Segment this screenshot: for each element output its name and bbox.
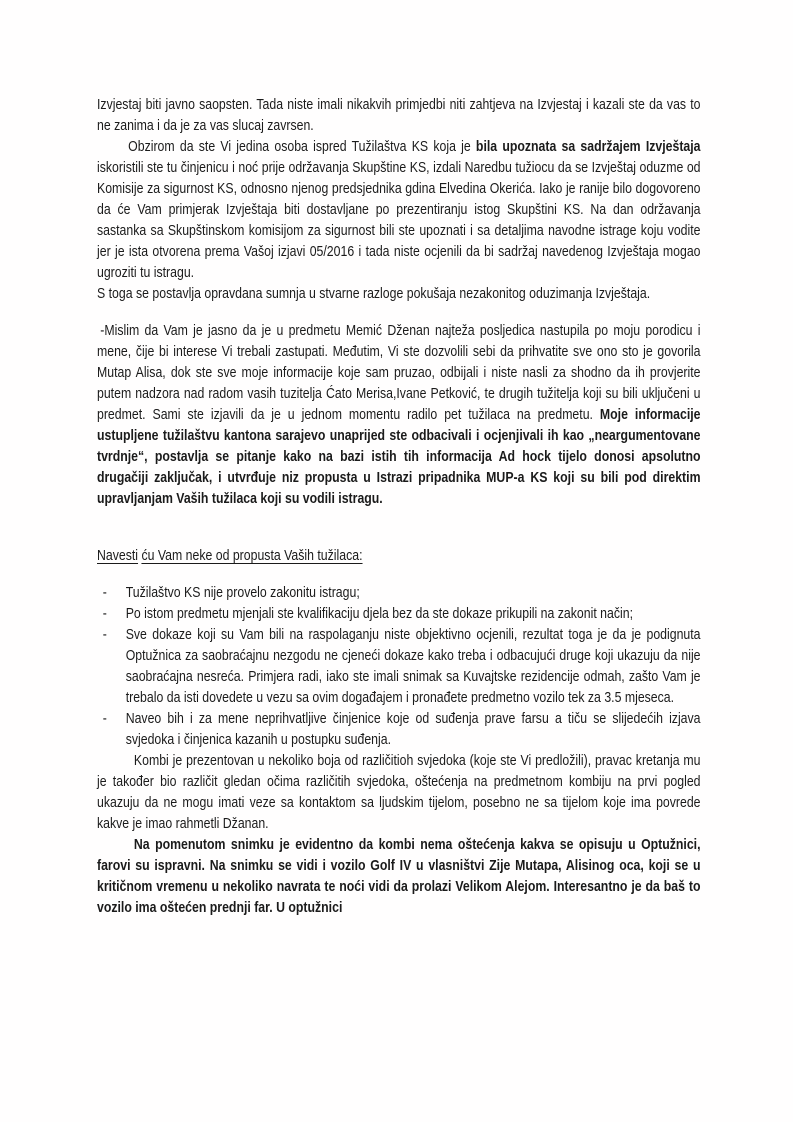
paragraph-mislim <box>97 320 701 509</box>
paragraph-izvjestaj-saopsten: Izvjestaj biti javno saopsten. Tada niste imali nikakvih primjedbi niti zahtjeva na Izvjestaj i kazali ste da vas to ne zanima i da je za vas slucaj zavrsen. <box>97 96 701 134</box>
list-item <box>97 624 701 708</box>
underlined-heading-rest: ću Vam neke od propusta Vaših tužilaca: <box>141 547 363 564</box>
bullet-marker: - <box>102 605 107 622</box>
paragraph-sumnja: S toga se postavlja opravdana sumnja u stvarne razloge pokušaja nezakonitog oduzimanja Izvještaja. <box>97 285 651 302</box>
paragraph-snimak-bold: Na pomenutom snimku je evidentno da kombi nema oštećenja kakva se opisuju u Optužnici, farovi su ispravni. Na snimku se vidi i vozilo Golf IV u vlasništvi Zije Mutapa, Alisinog oca, koji se u kritičnom vremenu u nekoliko navrata te noći vidi da prolazi Velikom Alejom. Interesantno je da baš to vozilo ima oštećen prednji far. U optužnici <box>97 836 701 916</box>
list-item-text: Sve dokaze koji su Vam bili na raspolaganju niste objektivno ocjenili, rezultat toga je da je podignuta Optužnica za saobraćajnu nezgodu ne cjeneći dokaze kako treba i odbacujući druge koji ukazuju da nije saobraćajna nesreća. Primjera radi, iako ste imali snimak sa Kuvajtske rezidencije odmah, zašto Vam je trebalo da isti dovedete u vezu sa ovim događajem i pronađete predmetno vozilo tek za 3.5 mjeseca. <box>125 626 701 706</box>
paragraph-obzirom <box>97 136 701 283</box>
bullet-list <box>97 582 701 750</box>
list-item <box>97 603 701 624</box>
list-item-text: Po istom predmetu mjenjali ste kvalifikaciju djela bez da ste dokaze prikupili na zakonit način; <box>125 605 633 622</box>
paragraph-kombi: Kombi je prezentovan u nekoliko boja od različitioh svjedoka (koje ste Vi predložili), pravac kretanja mu je također bio različit gledan očima različitih svjedoka, oštećenja na predmetnom kombiju na prvi pogled ukazuju da ne mogu imati veze sa kontaktom sa ljudskim tijelom, posebno ne sa tijelom koje ima povrede kakve je imao rahmetli Džanan. <box>97 752 701 832</box>
bullet-marker: - <box>102 626 107 643</box>
text-run: iskoristili ste tu činjenicu i noć prije održavanja Skupštine KS, izdali Naredbu tužiocu da se Izvještaj oduzme od Komisije za sigurnost KS, odnosno njenog predsjednika gdina Elvedina Okerića. Iako je ranije bilo dogovoreno da će Vam primjerak Izvještaja biti dostavljane po prezentiranju istog Skupštini KS. Na dan održavanja sastanka sa Skupštinskom komisijom za sigurnost bili ste upoznati i sa detaljima navodne istrage koju vodite jer je ista otvorena prema Vašoj izjavi 05/2016 i tada niste ocjenili da bi sadržaj navedenog Izvještaja mogao ugroziti tu istragu. <box>97 159 701 281</box>
underlined-heading-word: Navesti <box>97 547 139 564</box>
bullet-marker: - <box>102 710 107 727</box>
blank-line <box>97 304 701 320</box>
list-item <box>97 582 701 603</box>
text-run-bold: bila upoznata sa sadržajem Izvještaja <box>475 138 701 155</box>
text-run: -Mislim da Vam je jasno da je u predmetu Memić Dženan najteža posljedica nastupila po moju porodicu i mene, čije bi interese Vi trebali zastupati. Međutim, Vi ste dozvolili sebi da prihvatite sve ono sto je govorila Mutap Alisa, dok ste sve moje informacije koje sam pruzao, odbijali i niste nasli za shodno da ih provjerite putem nadzora nad radom vasih tuzitelja Ćato Merisa,Ivane Petković, te drugih tužitelja koji su bili uključeni u predmet. Sami ste izjavili da je u jednom momentu radilo pet tužilaca na predmetu. <box>97 322 701 423</box>
bullet-marker: - <box>102 584 107 601</box>
list-heading <box>97 545 701 566</box>
document-text-block <box>97 94 701 918</box>
blank-line <box>97 566 701 582</box>
list-item <box>97 708 701 750</box>
list-item-text: Naveo bih i za mene neprihvatljive činjenice koje od suđenja prave farsu a tiču se slijedećih izjava svjedoka i činjenica kazanih u postupku suđenja. <box>125 710 701 748</box>
text-run: Obzirom da ste Vi jedina osoba ispred Tužilaštva KS koja je <box>128 138 476 155</box>
blank-block <box>97 509 701 545</box>
list-item-text: Tužilaštvo KS nije provelo zakonitu istragu; <box>125 584 360 601</box>
text-run-bold: Moje informacije ustupljene tužilaštvu kantona sarajevo unaprijed ste odbacivali i ocjenjivali ih kao „neargumentovane tvrdnje“, postavlja se pitanje kako na bazi istih tih informacija Ad hock tijelo donosi apsolutno drugačiji zaključak, i utvrđuje niz propusta u Istrazi pripadnika MUP-a KS koji su bili pod direktim upravljanjam Vaših tužilaca koji su vodili istragu. <box>97 406 701 507</box>
